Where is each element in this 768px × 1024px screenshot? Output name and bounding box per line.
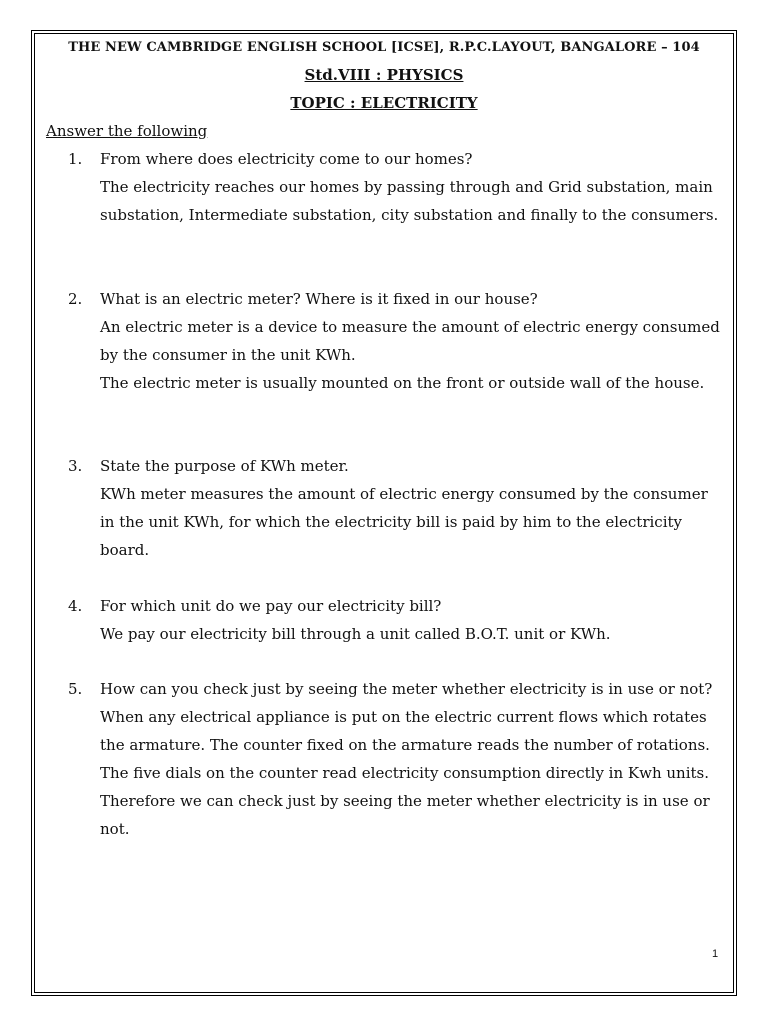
question-body [100, 285, 726, 397]
page-number: 1 [712, 948, 719, 960]
question-text: For which unit do we pay our electricity bill? [100, 597, 442, 615]
question-text: State the purpose of KWh meter. [100, 457, 349, 475]
question-body [100, 145, 726, 229]
answer-text: The electric meter is usually mounted on the front or outside wall of the house. [100, 374, 705, 392]
subject-heading: Std.VIII : PHYSICS [304, 66, 464, 84]
question-number: 3. [68, 457, 83, 475]
question-text: How can you check just by seeing the meter whether electricity is in use or not? [100, 680, 713, 698]
question-number: 4. [68, 597, 83, 615]
answer-text: KWh meter measures the amount of electric energy consumed by the consumer in the unit KWh, for which the electricity bill is paid by him to the electricity board. [100, 485, 708, 559]
question-number: 2. [68, 290, 83, 308]
question-body [100, 592, 726, 648]
answer-text: An electric meter is a device to measure the amount of electric energy consumed by the consumer in the unit KWh. [100, 318, 720, 364]
answer-text: We pay our electricity bill through a unit called B.O.T. unit or KWh. [100, 625, 611, 643]
question-text: What is an electric meter? Where is it fixed in our house? [100, 290, 538, 308]
question-text: From where does electricity come to our homes? [100, 150, 473, 168]
answer-text: When any electrical appliance is put on the electric current flows which rotates the armature. The counter fixed on the armature reads the number of rotations. The five dials on the counter read electricity consumption directly in Kwh units. Therefore we can check just by seeing the meter whether electricity is in use or not. [100, 708, 710, 838]
question-body [100, 452, 726, 564]
answer-text: The electricity reaches our homes by passing through and Grid substation, main substation, Intermediate substation, city substation and finally to the consumers. [100, 178, 719, 224]
question-number: 1. [68, 150, 83, 168]
instruction-label: Answer the following [46, 122, 208, 140]
topic-heading: TOPIC : ELECTRICITY [290, 94, 478, 112]
question-body [100, 675, 726, 843]
question-number: 5. [68, 680, 83, 698]
school-name: THE NEW CAMBRIDGE ENGLISH SCHOOL [ICSE], R.P.C.LAYOUT, BANGALORE – 104 [68, 40, 700, 55]
